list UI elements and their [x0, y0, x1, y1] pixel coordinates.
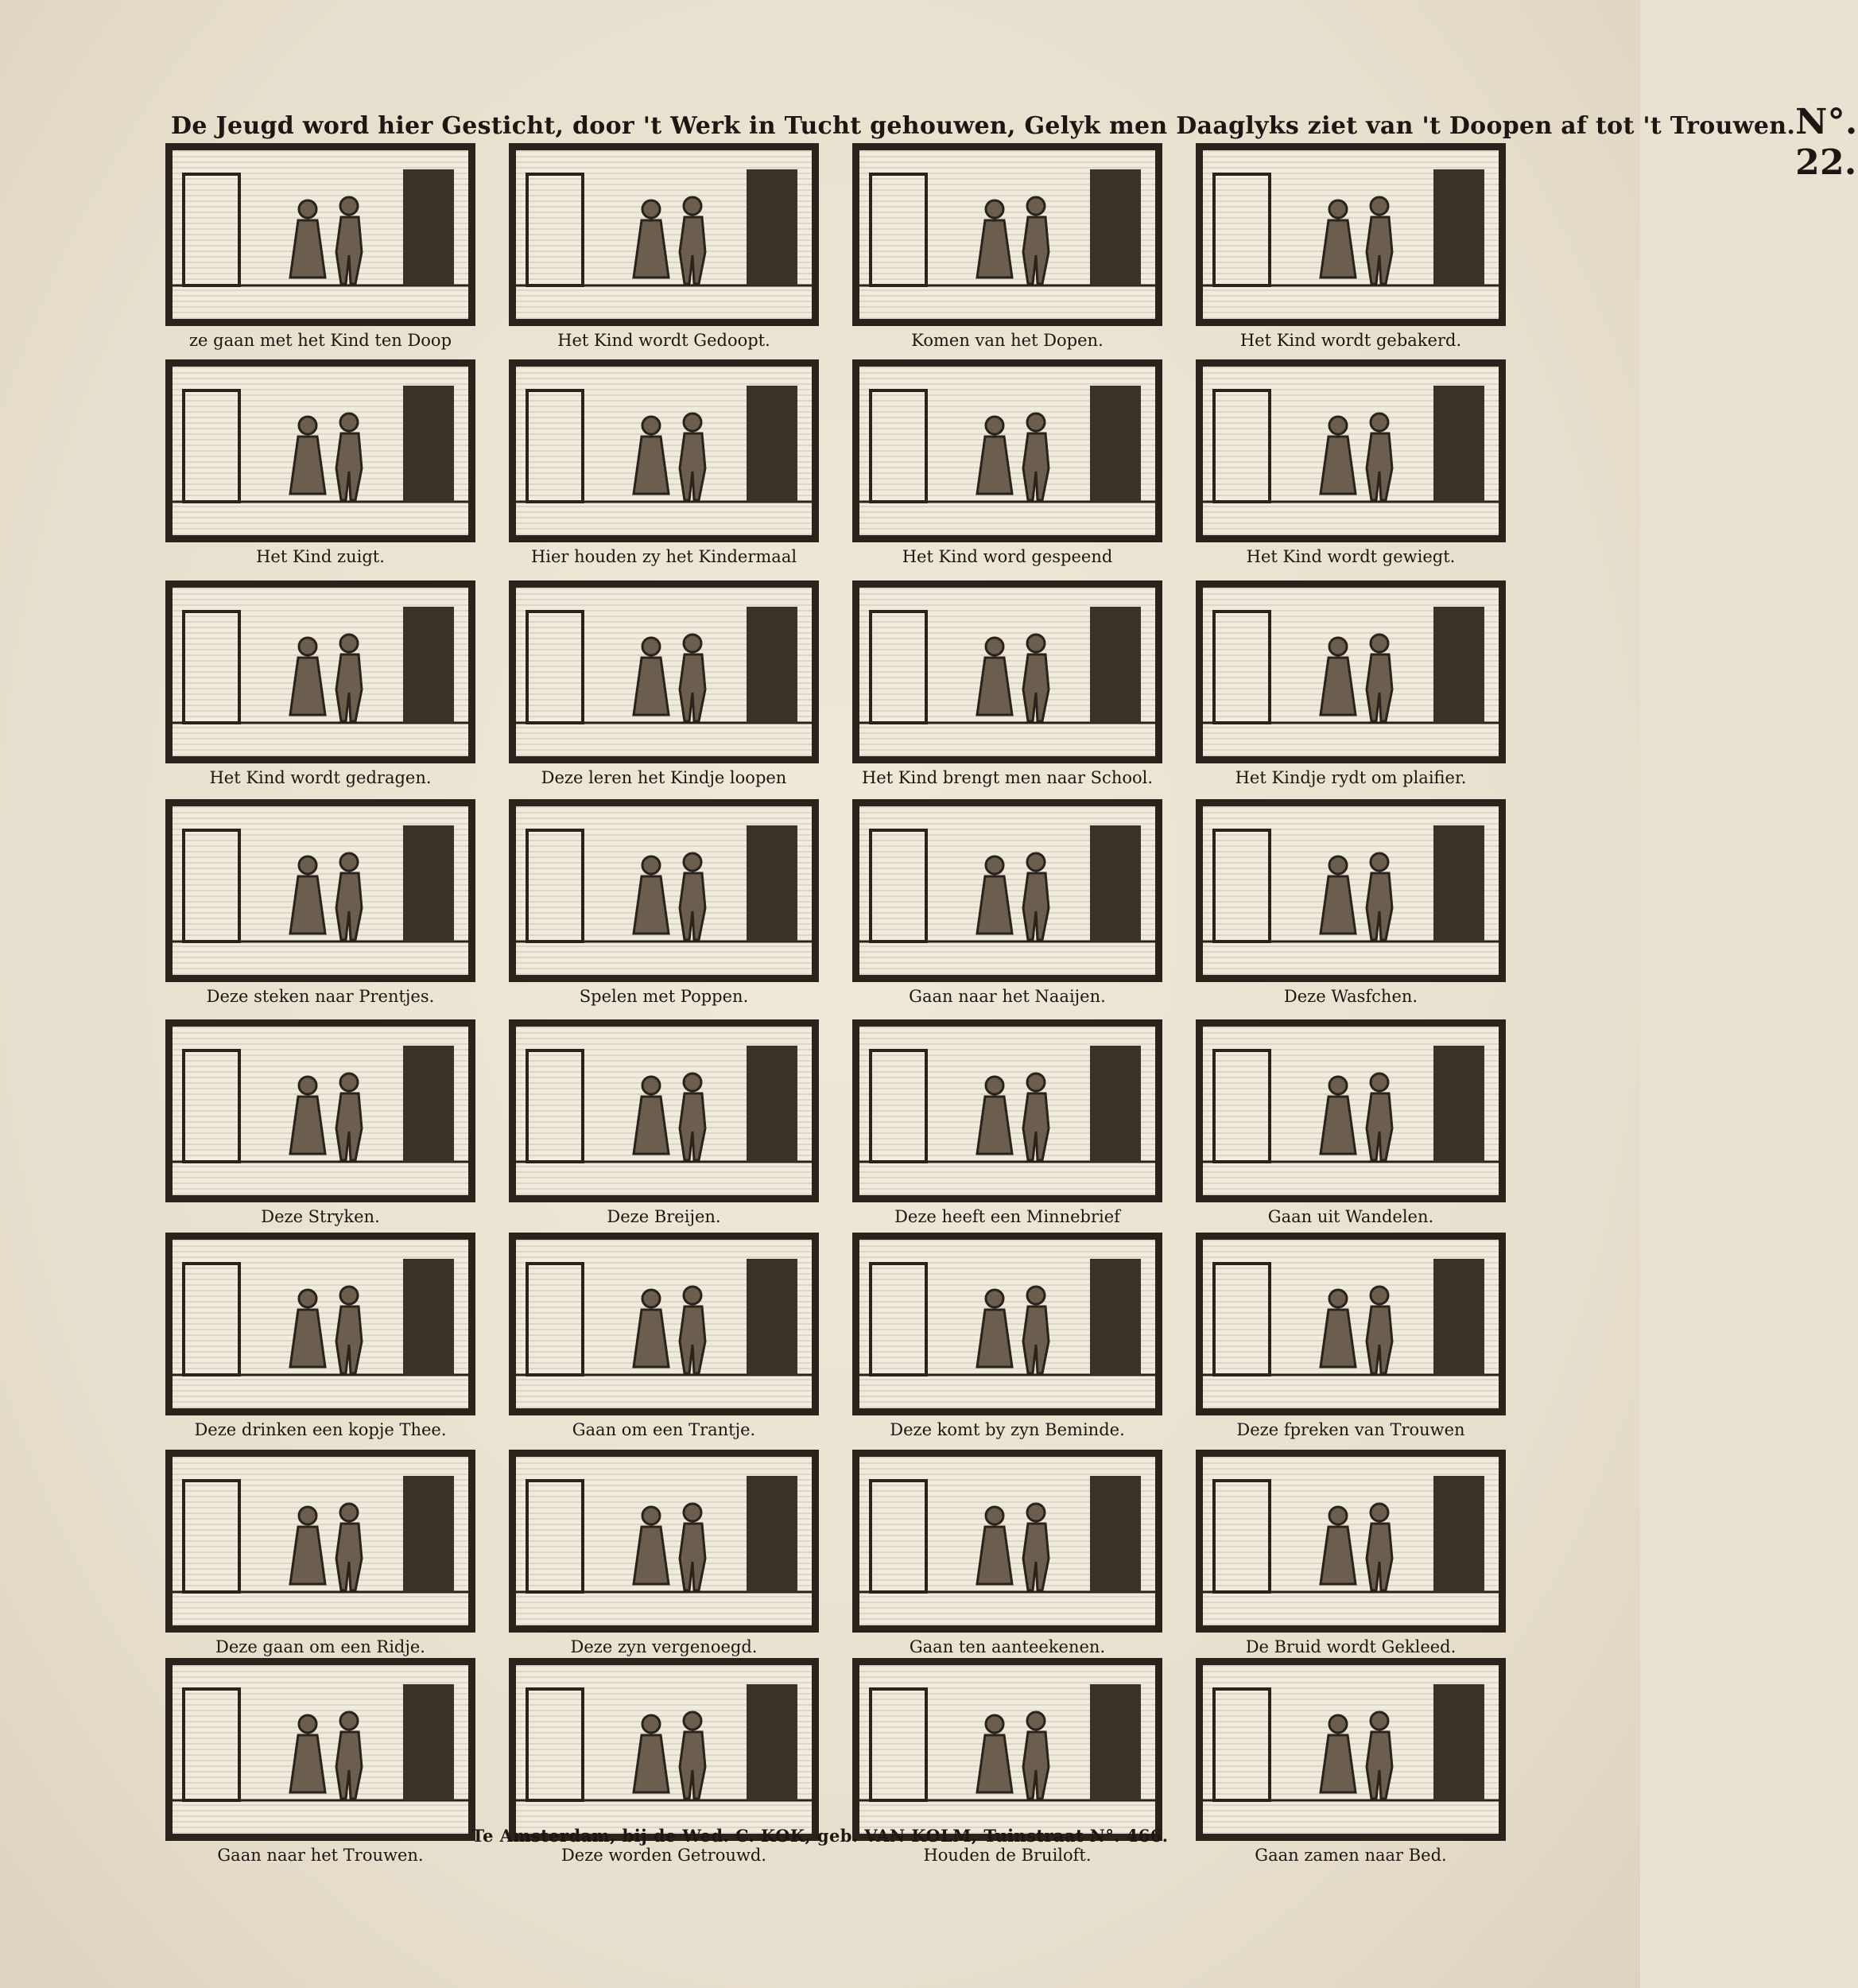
woodcut-illustration: [1196, 580, 1506, 763]
woodcut-caption: Houden de Bruiloft.: [923, 1846, 1092, 1865]
woodcut-caption: Het Kind wordt Gedoopt.: [557, 331, 770, 350]
woodcut-illustration: [852, 1658, 1162, 1841]
woodcut-caption: Het Kindje rydt om plaifier.: [1235, 768, 1467, 787]
woodcut-illustration: [1196, 1450, 1506, 1633]
woodcut-caption: Het Kind zuigt.: [256, 547, 385, 566]
woodcut-scene: [516, 1665, 812, 1834]
woodcut-illustration: [165, 1019, 475, 1202]
woodcut-scene: [859, 1027, 1155, 1195]
woodcut-caption: Gaan uit Wandelen.: [1267, 1207, 1434, 1226]
woodcut-caption: Het Kind word gespeend: [902, 547, 1113, 566]
woodcut-caption: Deze zyn vergenoegd.: [570, 1637, 758, 1656]
woodcut-illustration: [1196, 143, 1506, 326]
woodcut-scene: [1203, 806, 1499, 975]
woodcut-scene: [1203, 588, 1499, 756]
sheet-number: N°. 22.: [1795, 102, 1858, 183]
woodcut-caption: Deze komt by zyn Beminde.: [890, 1420, 1125, 1439]
woodcut-caption: Hier houden zy het Kindermaal: [530, 547, 797, 566]
woodcut-scene: [516, 1457, 812, 1625]
woodcut-caption: Deze drinken een kopje Thee.: [194, 1420, 447, 1439]
woodcut-cell-14: [509, 799, 819, 1012]
woodcut-scene: [1203, 1665, 1499, 1834]
woodcut-cell-5: [165, 359, 475, 573]
woodcut-scene: [173, 1240, 468, 1408]
woodcut-caption: Het Kind brengt men naar School.: [861, 768, 1154, 787]
woodcut-scene: [516, 1240, 812, 1408]
woodcut-caption: Komen van het Dopen.: [911, 331, 1104, 350]
woodcut-scene: [859, 367, 1155, 535]
woodcut-caption: Deze heeft een Minnebrief: [894, 1207, 1120, 1226]
woodcut-cell-21: [165, 1233, 475, 1446]
woodcut-scene: [516, 1027, 812, 1195]
woodcut-cell-4: [1196, 143, 1506, 356]
woodcut-scene: [516, 806, 812, 975]
woodcut-cell-1: [165, 143, 475, 356]
woodcut-cell-12: [1196, 580, 1506, 794]
woodcut-scene: [173, 150, 468, 319]
woodcut-caption: Deze Wasfchen.: [1283, 987, 1418, 1006]
woodcut-caption: De Bruid wordt Gekleed.: [1245, 1637, 1457, 1656]
woodcut-scene: [1203, 1027, 1499, 1195]
woodcut-scene: [859, 1665, 1155, 1834]
woodcut-illustration: [165, 359, 475, 542]
woodcut-cell-20: [1196, 1019, 1506, 1233]
woodcut-cell-28: [1196, 1450, 1506, 1663]
woodcut-scene: [859, 806, 1155, 975]
woodcut-illustration: [852, 359, 1162, 542]
woodcut-caption: Gaan zamen naar Bed.: [1255, 1846, 1447, 1865]
woodcut-cell-13: [165, 799, 475, 1012]
woodcut-cell-6: [509, 359, 819, 573]
page-title: De Jeugd word hier Gesticht, door 't Werk in Tucht gehouwen, Gelyk men Daaglyks ziet van 't Doopen af tot 't Trouwen.: [171, 112, 1796, 140]
woodcut-cell-16: [1196, 799, 1506, 1012]
woodcut-caption: Gaan om een Trantje.: [572, 1420, 756, 1439]
woodcut-illustration: [852, 1019, 1162, 1202]
woodcut-illustration: [509, 1658, 819, 1841]
woodcut-caption: Deze Breijen.: [607, 1207, 721, 1226]
woodcut-scene: [173, 1665, 468, 1834]
woodcut-caption: ze gaan met het Kind ten Doop: [188, 331, 452, 350]
woodcut-illustration: [509, 359, 819, 542]
woodcut-cell-15: [852, 799, 1162, 1012]
woodcut-caption: Spelen met Poppen.: [579, 987, 749, 1006]
woodcut-illustration: [509, 1450, 819, 1633]
woodcut-cell-17: [165, 1019, 475, 1233]
publisher-imprint: Te Amsterdam, bij de Wed. C. KOK, geb. VAN KOLM, Tuinstraat N°. 466.: [471, 1826, 1169, 1846]
woodcut-scene: [173, 806, 468, 975]
woodcut-cell-27: [852, 1450, 1162, 1663]
woodcut-caption: Het Kind wordt gewiegt.: [1246, 547, 1456, 566]
woodcut-cell-8: [1196, 359, 1506, 573]
woodcut-caption: Gaan naar het Trouwen.: [217, 1846, 424, 1865]
woodcut-scene: [516, 588, 812, 756]
woodcut-illustration: [509, 1019, 819, 1202]
woodcut-scene: [1203, 367, 1499, 535]
woodcut-caption: Deze gaan om een Ridje.: [215, 1637, 425, 1656]
woodcut-scene: [173, 588, 468, 756]
woodcut-illustration: [852, 1450, 1162, 1633]
woodcut-cell-3: [852, 143, 1162, 356]
woodcut-illustration: [1196, 1019, 1506, 1202]
woodcut-illustration: [1196, 799, 1506, 982]
woodcut-scene: [173, 1027, 468, 1195]
woodcut-caption: Deze leren het Kindje loopen: [541, 768, 787, 787]
woodcut-scene: [1203, 150, 1499, 319]
woodcut-illustration: [165, 580, 475, 763]
woodcut-illustration: [165, 1658, 475, 1841]
woodcut-scene: [516, 150, 812, 319]
woodcut-illustration: [852, 580, 1162, 763]
woodcut-illustration: [852, 1233, 1162, 1415]
woodcut-cell-9: [165, 580, 475, 794]
woodcut-cell-23: [852, 1233, 1162, 1446]
woodcut-caption: Het Kind wordt gedragen.: [209, 768, 432, 787]
woodcut-cell-7: [852, 359, 1162, 573]
woodcut-cell-22: [509, 1233, 819, 1446]
woodcut-illustration: [509, 143, 819, 326]
woodcut-cell-26: [509, 1450, 819, 1663]
woodcut-cell-10: [509, 580, 819, 794]
woodcut-caption: Gaan ten aanteekenen.: [909, 1637, 1106, 1656]
woodcut-illustration: [852, 143, 1162, 326]
woodcut-caption: Deze Stryken.: [261, 1207, 380, 1226]
woodcut-illustration: [1196, 1233, 1506, 1415]
woodcut-illustration: [1196, 1658, 1506, 1841]
woodcut-cell-25: [165, 1450, 475, 1663]
woodcut-caption: Deze fpreken van Trouwen: [1236, 1420, 1465, 1439]
woodcut-illustration: [509, 1233, 819, 1415]
woodcut-cell-24: [1196, 1233, 1506, 1446]
woodcut-scene: [859, 150, 1155, 319]
woodcut-scene: [859, 1240, 1155, 1408]
woodcut-caption: Het Kind wordt gebakerd.: [1239, 331, 1462, 350]
woodcut-cell-19: [852, 1019, 1162, 1233]
woodcut-scene: [173, 367, 468, 535]
woodcut-illustration: [509, 580, 819, 763]
woodcut-cell-2: [509, 143, 819, 356]
woodcut-scene: [173, 1457, 468, 1625]
woodcut-scene: [859, 1457, 1155, 1625]
woodcut-illustration: [165, 1233, 475, 1415]
woodcut-caption: Deze worden Getrouwd.: [561, 1846, 767, 1865]
woodcut-scene: [859, 588, 1155, 756]
woodcut-illustration: [165, 1450, 475, 1633]
woodcut-cell-11: [852, 580, 1162, 794]
woodcut-caption: Gaan naar het Naaijen.: [909, 987, 1106, 1006]
woodcut-caption: Deze steken naar Prentjes.: [206, 987, 435, 1006]
woodcut-illustration: [852, 799, 1162, 982]
woodcut-cell-18: [509, 1019, 819, 1233]
woodcut-illustration: [165, 143, 475, 326]
woodcut-scene: [1203, 1240, 1499, 1408]
woodcut-illustration: [1196, 359, 1506, 542]
woodcut-illustration: [509, 799, 819, 982]
woodcut-illustration: [165, 799, 475, 982]
woodcut-scene: [516, 367, 812, 535]
woodcut-scene: [1203, 1457, 1499, 1625]
